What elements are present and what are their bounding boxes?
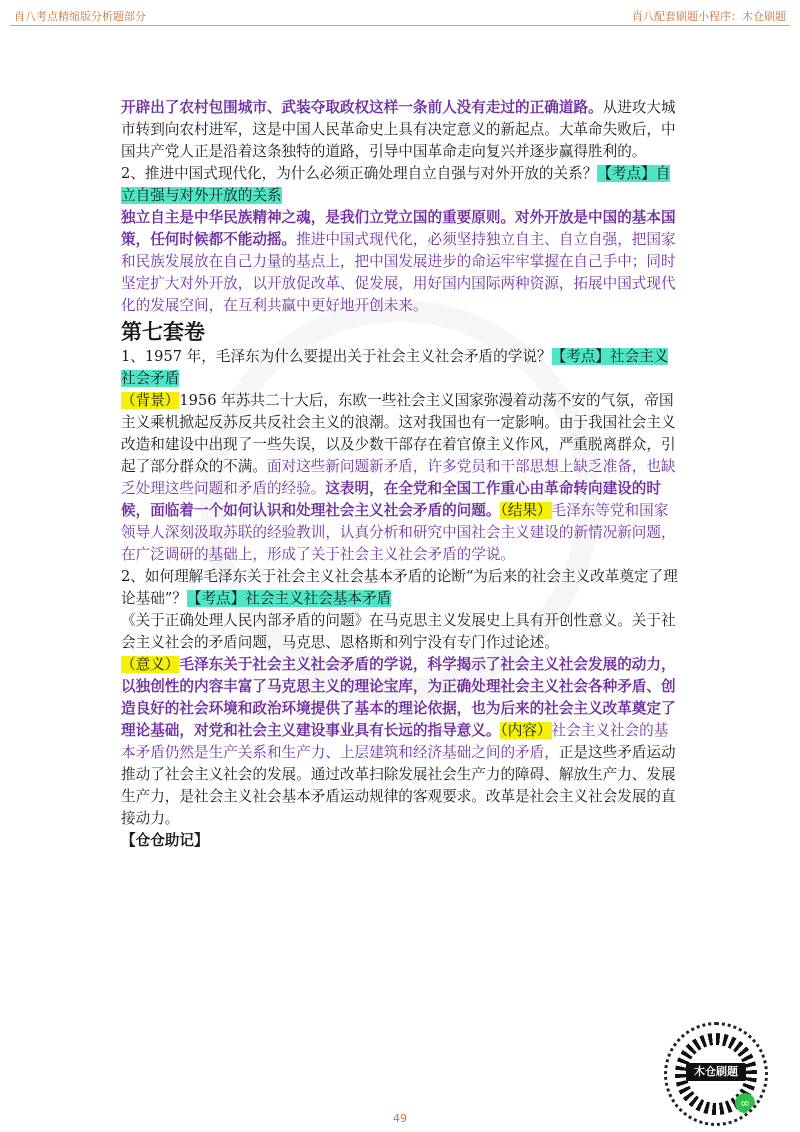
answer-purple-text: 推进中国式现代化，必须坚持独立自主、自立自强，把国家和民族发展放在自己力量的基点上，把中国发展进步的命运牢牢掌握在自己手中；同时坚定扩大对外开放，以开放促改革、促发展，用好国内国际两种资源，拓展中国式现代化的发展空间，在互利共赢中更好地开创未来。 bbox=[121, 231, 676, 314]
result-text: 毛泽东等党和国家领导人深刻汲取苏联的经验教训，认真分析和研究中国社会主义建设的新情况新问题，在广泛调研的基础上，形成了关于社会主义社会矛盾的学说。 bbox=[121, 502, 676, 563]
meaning-tag: （意义） bbox=[121, 656, 180, 673]
question-1-text: 1、1957 年，毛泽东为什么要提出关于社会主义社会矛盾的学说？ bbox=[121, 348, 552, 365]
header-right-title: 肖八配套刷题小程序：木仓刷题 bbox=[632, 10, 786, 23]
background-text: 1956 年苏共二十大后，东欧一些社会主义国家弥漫着动荡不安的气氛，帝国主义乘机掀起反苏反共反社会主义的浪潮。这对我国也有一定影响。由于我国社会主义改造和建设中出现了一些失误，以及少数干部存在着官僚主义作风，严重脱离群众，引起了部分群众的不满。 bbox=[121, 392, 676, 475]
question-2 bbox=[121, 566, 681, 610]
meaning-paragraph bbox=[121, 654, 681, 830]
bold-road-text: 开辟出了农村包围城市、武装夺取政权这样一条前人没有走过的正确道路。 bbox=[121, 99, 603, 116]
content-purple-text: 社会主义社会的基本矛盾仍然是生产关系和生产力、上层建筑和经济基础之间的矛盾， bbox=[121, 722, 669, 761]
content-tag: （内容） bbox=[500, 722, 552, 739]
question-2-prev-text: 2、推进中国式现代化，为什么必须正确处理自立自强与对外开放的关系？ bbox=[121, 165, 598, 182]
mini-program-qr-code[interactable] bbox=[664, 1022, 768, 1126]
memory-note-label: 【仓仓助记】 bbox=[121, 832, 209, 849]
answer-bold-text: 独立自主是中华民族精神之魂，是我们立党立国的重要原则。对外开放是中国的基本国策，任何时候都不能动摇。 bbox=[121, 209, 676, 248]
kaodian-tag: 【考点】自立自强与对外开放的关系 bbox=[121, 165, 671, 204]
meaning-text: 毛泽东关于社会主义社会矛盾的学说，科学揭示了社会主义社会发展的动力，以独创性的内容丰富了马克思主义的理论宝库，为正确处理社会主义社会各种矛盾、创造良好的社会环境和政治环境提供了基本的理论依据，也为后来的社会主义改革奠定了理论基础，对党和社会主义建设事业具有长远的指导意义。 bbox=[121, 656, 676, 739]
background-bold-text: 这表明，在全党和全国工作重心由革命转向建设的时候，面临着一个如何认识和处理社会主义社会矛盾的问题。 bbox=[121, 480, 661, 519]
kaodian-tag: 【考点】社会主义社会矛盾 bbox=[121, 348, 669, 387]
road-text: 从进攻大城市转到向农村进军，这是中国人民革命史上具有决定意义的新起点。大革命失败后，中国共产党人正是沿着这条独特的道路，引导中国革命走向复兴并逐步赢得胜利的。 bbox=[121, 99, 676, 160]
background-paragraph bbox=[121, 390, 681, 566]
mini-program-icon: ∞ bbox=[735, 1093, 755, 1113]
background-purple-text: 面对这些新问题新矛盾，许多党员和干部思想上缺乏准备，也缺乏处理这些问题和矛盾的经验。 bbox=[121, 458, 676, 497]
answer-2-prev bbox=[121, 207, 681, 317]
document-body bbox=[121, 97, 681, 852]
background-tag: （背景） bbox=[121, 392, 180, 409]
paragraph-road bbox=[121, 97, 681, 163]
page-number: 49 bbox=[393, 1112, 407, 1125]
question-1 bbox=[121, 346, 681, 390]
page-header bbox=[0, 0, 800, 26]
intro-paragraph: 《关于正确处理人民内部矛盾的问题》在马克思主义发展史上具有开创性意义。关于社会主义社会的矛盾问题，马克思、恩格斯和列宁没有专门作过论述。 bbox=[121, 612, 676, 651]
section-title: 第七套卷 bbox=[121, 319, 205, 344]
header-divider bbox=[10, 25, 790, 26]
question-2-text: 2、如何理解毛泽东关于社会主义社会基本矛盾的论断“为后来的社会主义改革奠定了理论基础”？ bbox=[121, 568, 678, 607]
content-text: 正是这些矛盾运动推动了社会主义社会的发展。通过改革扫除发展社会生产力的障碍、解放生产力、发展生产力，是社会主义社会基本矛盾运动规律的客观要求。改革是社会主义社会发展的直接动力。 bbox=[121, 744, 676, 827]
result-tag: （结果） bbox=[500, 502, 552, 519]
kaodian-tag: 【考点】社会主义社会基本矛盾 bbox=[186, 590, 392, 607]
qr-logo: 木仓刷题 bbox=[686, 1063, 746, 1081]
question-2-prev bbox=[121, 163, 681, 207]
header-left-title: 肖八考点精缩版分析题部分 bbox=[14, 10, 146, 23]
